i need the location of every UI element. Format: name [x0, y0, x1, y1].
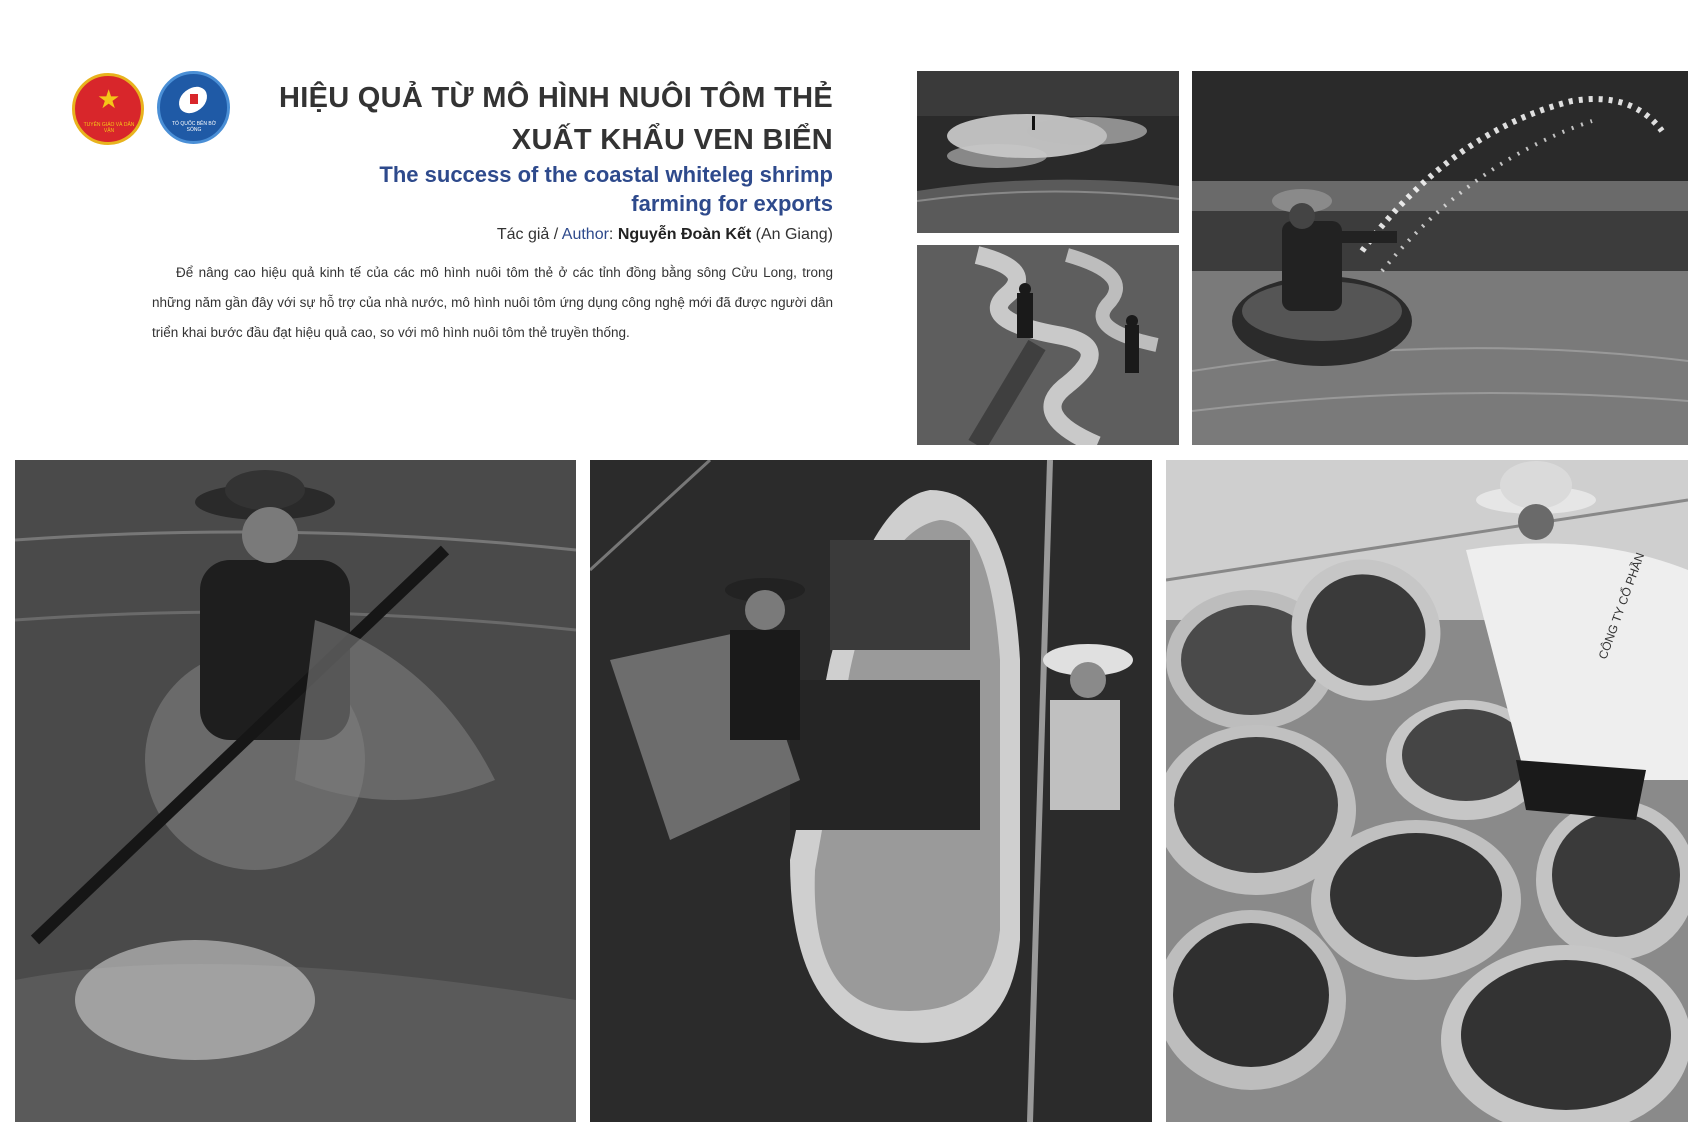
author-label-vn: Tác giả / [496, 226, 559, 243]
party-emblem-logo [72, 73, 144, 145]
shirt-text: CÔNG TY CỔ PHẦN [1595, 550, 1648, 662]
misty-pond-photo [917, 71, 1179, 233]
logo-left-text: TUYÊN GIÁO VÀ DÂN VẬN [83, 122, 135, 134]
star-icon: ★ [97, 84, 121, 114]
author-line [497, 226, 833, 244]
description-text: Để nâng cao hiệu quả kinh tế của các mô hình nuôi tôm thẻ ở các tỉnh đồng bằng sông Cửu Long, trong những năm gần đây với sự hỗ trợ của nhà nước, mô hình nuôi tôm ứng dụng công nghệ mới đã được người dân triển khai bước đầu đạt hiệu quả cao, so với mô hình nuôi tôm thẻ truyền thống. [152, 265, 833, 340]
author-location: (An Giang) [755, 226, 833, 243]
flag-icon [190, 94, 198, 104]
boat-harvest-photo [590, 460, 1152, 1122]
title-english-line2: farming for exports [631, 191, 833, 216]
description [152, 258, 833, 348]
logo-right-text: TỔ QUỐC BÊN BỜ SÓNG [171, 121, 216, 133]
dove-logo [157, 71, 230, 144]
shrimp-baskets-photo [1166, 460, 1688, 1122]
pond-workers-photo [917, 245, 1179, 445]
title-vietnamese-line1: HIỆU QUẢ TỪ MÔ HÌNH NUÔI TÔM THẺ [278, 82, 833, 114]
title-vietnamese-line2: XUẤT KHẨU VEN BIỂN [511, 124, 833, 156]
author-label-en: Author [561, 226, 609, 243]
title-english-line1: The success of the coastal whiteleg shrimp [379, 162, 833, 187]
net-in-water-photo [15, 460, 576, 1122]
author-name: Nguyễn Đoàn Kết [617, 226, 752, 243]
author-colon: : [608, 226, 614, 243]
casting-net-photo [1192, 71, 1688, 445]
